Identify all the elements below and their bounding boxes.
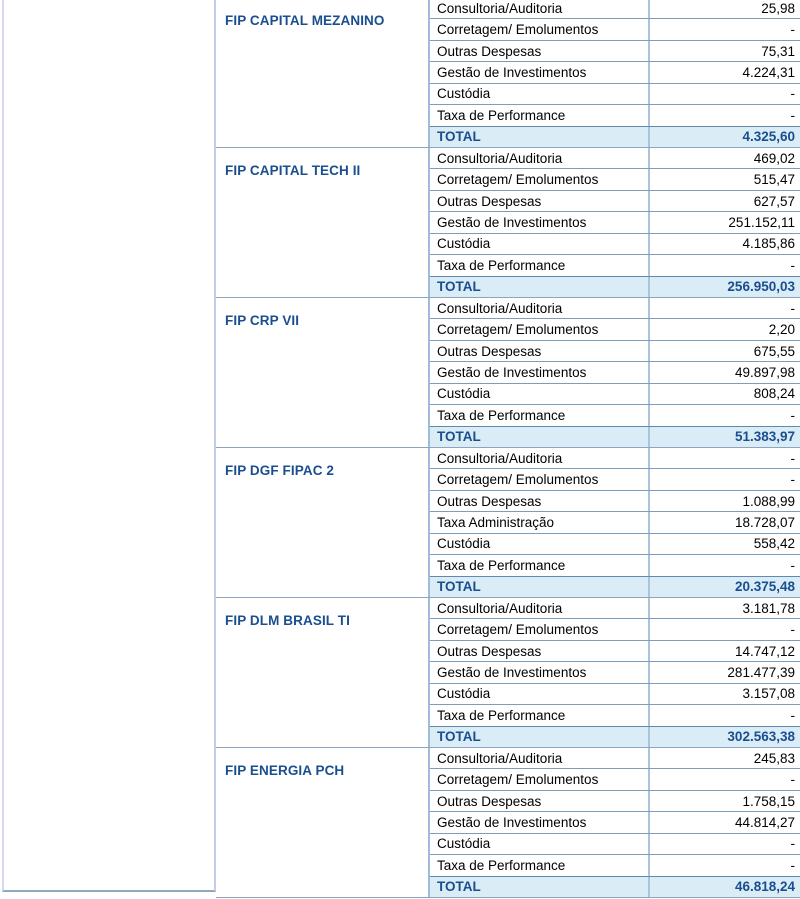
expense-category-label: Taxa de Performance [430,855,650,875]
expense-row [430,555,800,576]
expense-value: 18.728,07 [734,514,795,530]
fund-block [216,0,800,148]
fund-blocks-container [216,0,800,899]
total-value: 4.325,60 [742,129,795,145]
expense-rows [430,0,800,147]
expense-value: 245,83 [753,750,795,766]
total-row [430,127,800,147]
total-label: TOTAL [430,877,650,897]
expense-category-label: Taxa de Performance [430,105,650,125]
expense-value: - [790,407,795,423]
total-label: TOTAL [430,277,650,297]
expense-category-label: Consultoria/Auditoria [430,748,650,768]
fund-block [216,298,800,448]
expense-rows [430,748,800,897]
total-row [430,727,800,747]
expense-value: - [790,257,795,273]
expense-row [430,855,800,876]
expense-row [430,791,800,812]
expense-category-label: Custódia [430,384,650,404]
fund-block [216,748,800,898]
expense-value: - [790,557,795,573]
expense-value: - [790,450,795,466]
expense-category-label: Corretagem/ Emolumentos [430,769,650,789]
expense-value: 25,98 [761,0,795,16]
expense-row [430,169,800,190]
expense-category-label: Taxa de Performance [430,255,650,275]
expense-row [430,148,800,169]
expense-category-label: Taxa Administração [430,512,650,532]
expense-category-label: Consultoria/Auditoria [430,448,650,468]
expense-category-label: Outras Despesas [430,491,650,511]
expense-category-label: Taxa de Performance [430,555,650,575]
expense-value: - [790,86,795,102]
expense-row [430,105,800,126]
expense-row [430,769,800,790]
total-label: TOTAL [430,727,650,747]
expense-row [430,641,800,662]
expense-category-label: Outras Despesas [430,791,650,811]
expense-row [430,748,800,769]
total-label: TOTAL [430,577,650,597]
expense-value: - [790,300,795,316]
total-value: 20.375,48 [734,579,795,595]
expense-value: 675,55 [753,343,795,359]
expense-value: 627,57 [753,193,795,209]
expense-rows [430,148,800,297]
expense-category-label: Gestão de Investimentos [430,362,650,382]
expense-value: 75,31 [761,43,795,59]
fund-name: FIP DGF FIPAC 2 [216,448,430,597]
total-row [430,277,800,297]
expense-category-label: Taxa de Performance [430,705,650,725]
fund-name: FIP DLM BRASIL TI [216,598,430,747]
expense-category-label: Custódia [430,684,650,704]
expense-value: 469,02 [753,150,795,166]
total-value: 51.383,97 [734,429,795,445]
expense-value: - [790,107,795,123]
fund-name: FIP CAPITAL MEZANINO [216,0,430,147]
expense-row [430,191,800,212]
expense-category-label: Gestão de Investimentos [430,812,650,832]
expense-category-label: Custódia [430,234,650,254]
expense-category-label: Gestão de Investimentos [430,212,650,232]
expense-value: 4.185,86 [742,236,795,252]
expense-category-label: Corretagem/ Emolumentos [430,169,650,189]
expense-value: - [790,857,795,873]
expense-value: - [790,472,795,488]
expense-row [430,705,800,726]
fund-name: FIP CAPITAL TECH II [216,148,430,297]
expense-value: 808,24 [753,386,795,402]
fund-block [216,448,800,598]
total-value: 302.563,38 [727,729,795,745]
expense-value: 1.758,15 [742,793,795,809]
total-row [430,427,800,447]
expense-value: 2,20 [768,322,795,338]
expense-value: - [790,707,795,723]
expense-rows [430,298,800,447]
expense-row [430,619,800,640]
expense-value: - [790,772,795,788]
total-value: 256.950,03 [727,279,795,295]
expense-category-label: Outras Despesas [430,641,650,661]
expense-row [430,834,800,855]
expense-category-label: Outras Despesas [430,191,650,211]
expense-category-label: Corretagem/ Emolumentos [430,469,650,489]
expense-row [430,319,800,340]
expense-row [430,362,800,383]
expense-value: 3.157,08 [742,686,795,702]
expense-row [430,491,800,512]
expense-row [430,448,800,469]
expense-category-label: Gestão de Investimentos [430,662,650,682]
expense-row [430,405,800,426]
expense-row [430,341,800,362]
expense-row [430,0,800,19]
expense-row [430,469,800,490]
expense-value: 44.814,27 [734,814,795,830]
expense-row [430,212,800,233]
expense-row [430,512,800,533]
expense-category-label: Custódia [430,84,650,104]
expense-value: 49.897,98 [734,364,795,380]
total-row [430,877,800,897]
expense-category-label: Custódia [430,534,650,554]
expense-row [430,534,800,555]
fund-block [216,148,800,298]
expense-value: 1.088,99 [742,493,795,509]
expense-row [430,384,800,405]
expense-category-label: Consultoria/Auditoria [430,598,650,618]
expense-value: 14.747,12 [734,643,795,659]
total-label: TOTAL [430,127,650,147]
expense-value: 515,47 [753,172,795,188]
expense-value: 251.152,11 [728,214,795,230]
expense-row [430,19,800,40]
expense-category-label: Corretagem/ Emolumentos [430,319,650,339]
expense-row [430,255,800,276]
expense-category-label: Consultoria/Auditoria [430,148,650,168]
total-value: 46.818,24 [734,879,795,895]
expense-value: - [790,22,795,38]
expense-row [430,62,800,83]
expense-value: - [790,622,795,638]
expense-category-label: Corretagem/ Emolumentos [430,619,650,639]
left-empty-column [2,0,216,892]
expense-rows [430,598,800,747]
expense-row [430,298,800,319]
expense-category-label: Outras Despesas [430,341,650,361]
expense-category-label: Consultoria/Auditoria [430,298,650,318]
expense-rows [430,448,800,597]
expense-row [430,684,800,705]
expense-category-label: Consultoria/Auditoria [430,0,650,18]
expense-category-label: Taxa de Performance [430,405,650,425]
expense-category-label: Gestão de Investimentos [430,62,650,82]
expense-row [430,84,800,105]
expense-row [430,234,800,255]
expense-row [430,598,800,619]
fund-name: FIP ENERGIA PCH [216,748,430,897]
expense-category-label: Outras Despesas [430,41,650,61]
expense-value: 3.181,78 [742,600,795,616]
expense-row [430,812,800,833]
fund-name: FIP CRP VII [216,298,430,447]
total-row [430,577,800,597]
expense-value: 281.477,39 [727,664,795,680]
expense-row [430,41,800,62]
expense-row [430,662,800,683]
expense-category-label: Custódia [430,834,650,854]
fund-block [216,598,800,748]
expense-category-label: Corretagem/ Emolumentos [430,19,650,39]
expense-value: 558,42 [753,536,795,552]
expense-value: - [790,836,795,852]
total-label: TOTAL [430,427,650,447]
expense-value: 4.224,31 [742,64,795,80]
